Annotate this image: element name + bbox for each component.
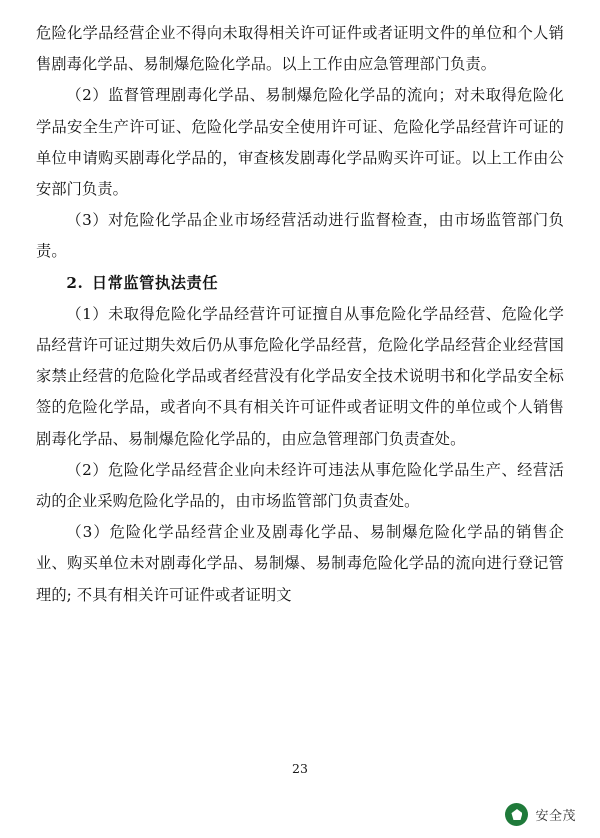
paragraph-enforcement-1: （1）未取得危险化学品经营许可证擅自从事危险化学品经营、危险化学品经营许可证过期失效后仍从事危险化学品经营，危险化学品经营企业经营国家禁止经营的危险化学品或者经营没有化学品安全技术说明书和化学品安全标签的危险化学品，或者向不具有相关许可证件或者证明文件的单位或个人销售剧毒化学品、易制爆危险化学品的，由应急管理部门负责查处。: [36, 304, 564, 448]
section-heading-daily-supervision: [36, 268, 564, 299]
page-number: 23: [292, 761, 308, 776]
paragraph-enforcement-2: （2）危险化学品经营企业向未经许可违法从事危险化学品生产、经营活动的企业采购危险化学品的，由市场监管部门负责查处。: [36, 460, 564, 511]
shield-logo-icon: [505, 803, 528, 826]
paragraph-item-3: （3）对危险化学品企业市场经营活动进行监督检查，由市场监管部门负责。: [36, 211, 564, 261]
heading-number: 2.: [66, 273, 84, 292]
paragraph-item-2: （2）监督管理剧毒化学品、易制爆危险化学品的流向；对未取得危险化学品安全生产许可证、危险化学品安全使用许可证、危险化学品经营许可证的单位申请购买剧毒化学品的，审查核发剧毒化学品购买许可证。以上工作由公安部门负责。: [36, 86, 564, 199]
paragraph-intro: 危险化学品经营企业不得向未取得相关许可证件或者证明文件的单位和个人销售剧毒化学品、易制爆危险化学品。以上工作由应急管理部门负责。: [36, 24, 564, 74]
footer-brand-text: 安全茂: [535, 809, 576, 824]
heading-text: 日常监管执法责任: [91, 273, 219, 292]
footer-watermark: [505, 803, 576, 826]
document-body: [36, 18, 564, 611]
paragraph-enforcement-3: （3）危险化学品经营企业及剧毒化学品、易制爆危险化学品的销售企业、购买单位未对剧毒化学品、易制爆、易制毒危险化学品的流向进行登记管理的; 不具有相关许可证件或者证明文: [36, 523, 564, 604]
